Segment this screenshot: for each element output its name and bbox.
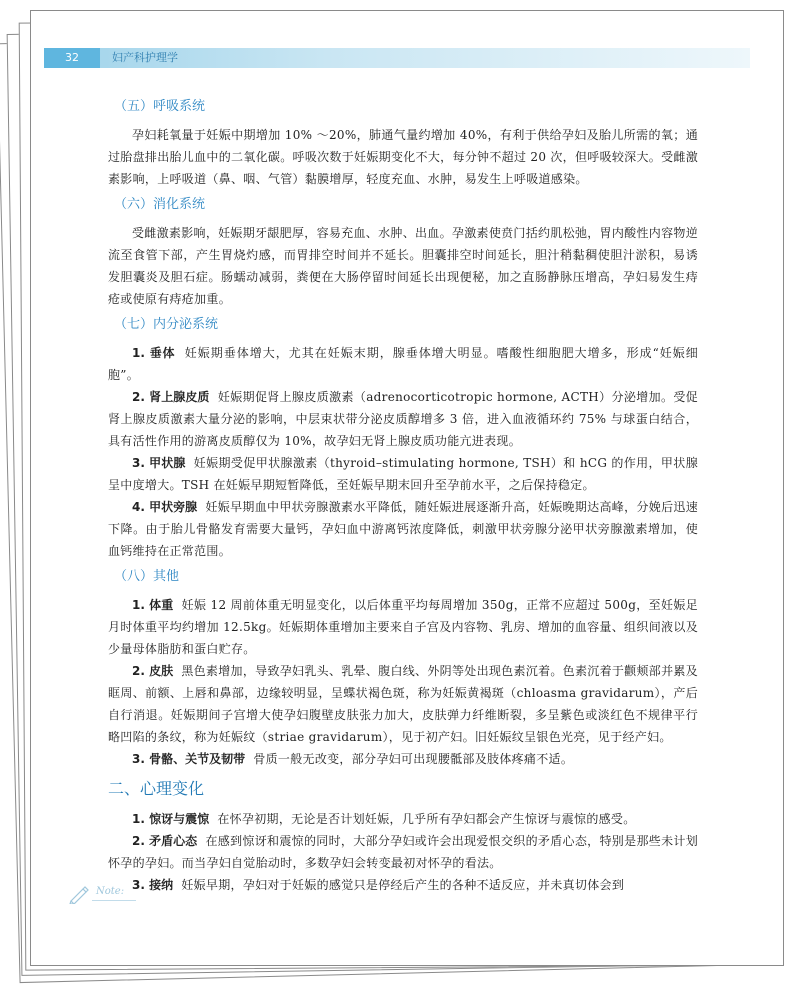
- item-text: 妊娠期垂体增大，尤其在妊娠末期，腺垂体增大明显。嗜酸性细胞肥大增多，形成“妊娠细胞”。: [108, 346, 698, 382]
- item-term: 4. 甲状旁腺: [132, 500, 198, 514]
- item-term: 1. 体重: [132, 598, 174, 612]
- item-text: 妊娠期促肾上腺皮质激素（adrenocorticotropic hormone, ACTH）分泌增加。受促肾上腺皮质激素大量分泌的影响，中层束状带分泌皮质醇增多 3 倍，进入血液循环约 75% 与球蛋白结合，具有活性作用的游离皮质醇仅为 10%，故孕妇无肾上腺皮质功能亢进表现。: [108, 390, 698, 448]
- running-title: 妇产科护理学: [112, 51, 178, 64]
- item-term: 3. 接纳: [132, 878, 174, 892]
- section-heading-other: （八）其他: [114, 569, 180, 584]
- item-text: 黑色素增加，导致孕妇乳头、乳晕、腹白线、外阴等处出现色素沉着。色素沉着于颧颊部并累及眶周、前额、上唇和鼻部，边缘较明显，呈蝶状褐色斑，称为妊娠黄褐斑（chloasma gravidarum），产后自行消退。妊娠期间子宫增大使孕妇腹壁皮肤张力加大，皮肤弹力纤维断裂，多呈紫色或淡红色不规律平行略凹陷的条纹，称为妊娠纹（striae gravidarum），见于初产妇。旧妊娠纹呈银色光亮，见于经产妇。: [108, 664, 698, 744]
- list-item: [108, 342, 698, 386]
- item-term: 2. 肾上腺皮质: [132, 390, 210, 404]
- item-text: 妊娠早期血中甲状旁腺激素水平降低，随妊娠进展逐渐升高，妊娠晚期达高峰，分娩后迅速下降。由于胎儿骨骼发育需要大量钙，孕妇血中游离钙浓度降低，刺激甲状旁腺分泌甲状旁腺激素增加，使血钙维持在正常范围。: [108, 500, 698, 558]
- chapter-heading-psychological: 二、心理变化: [108, 779, 205, 798]
- item-text: 妊娠期受促甲状腺激素（thyroid–stimulating hormone, TSH）和 hCG 的作用，甲状腺呈中度增大。TSH 在妊娠早期短暂降低，至妊娠早期末回升至孕前水平，之后保持稳定。: [108, 456, 698, 492]
- item-text: 妊娠早期，孕妇对于妊娠的感觉只是停经后产生的各种不适反应，并未真切体会到: [181, 878, 625, 892]
- item-text: 骨质一般无改变，部分孕妇可出现腰骶部及肢体疼痛不适。: [253, 752, 574, 766]
- list-item: [108, 874, 698, 896]
- item-term: 3. 甲状腺: [132, 456, 186, 470]
- pencil-icon: [68, 884, 90, 904]
- item-text: 在怀孕初期，无论是否计划妊娠，几乎所有孕妇都会产生惊讶与震惊的感受。: [217, 812, 636, 826]
- list-item: [108, 748, 698, 770]
- section-heading-respiratory: （五）呼吸系统: [114, 99, 206, 114]
- paragraph: 受雌激素影响，妊娠期牙龈肥厚，容易充血、水肿、出血。孕激素使贲门括约肌松弛，胃内酸性内容物逆流至食管下部，产生胃烧灼感，而胃排空时间并不延长。胆囊排空时间延长，胆汁稍黏稠使胆汁淤积，易诱发胆囊炎及胆石症。肠蠕动减弱，粪便在大肠停留时间延长出现便秘，加之直肠静脉压增高，孕妇易发生痔疮或使原有痔疮加重。: [108, 226, 698, 306]
- paragraph: 孕妇耗氧量于妊娠中期增加 10% ～20%，肺通气量约增加 40%，有利于供给孕妇及胎儿所需的氧；通过胎盘排出胎儿血中的二氧化碳。呼吸次数于妊娠期变化不大，每分钟不超过 20 次，但呼吸较深大。受雌激素影响，上呼吸道（鼻、咽、气管）黏膜增厚，轻度充血、水肿，易发生上呼吸道感染。: [108, 128, 698, 186]
- item-term: 2. 皮肤: [132, 664, 174, 678]
- item-text: 妊娠 12 周前体重无明显变化，以后体重平均每周增加 350g，正常不应超过 500g，至妊娠足月时体重平均约增加 12.5kg。妊娠期体重增加主要来自子宫及内容物、乳房、增加的血容量、组织间液以及少量母体脂肪和蛋白贮存。: [108, 598, 698, 656]
- item-term: 1. 垂体: [132, 346, 176, 360]
- list-item: [108, 660, 698, 748]
- item-term: 3. 骨骼、关节及韧带: [132, 752, 246, 766]
- page-content: [108, 92, 698, 896]
- section-heading-digestive: （六）消化系统: [114, 197, 206, 212]
- list-item: [108, 594, 698, 660]
- item-term: 1. 惊讶与震惊: [132, 812, 210, 826]
- list-item: [108, 386, 698, 452]
- section-heading-endocrine: （七）内分泌系统: [114, 317, 219, 332]
- item-term: 2. 矛盾心态: [132, 834, 198, 848]
- note-label: Note:: [96, 886, 125, 897]
- list-item: [108, 496, 698, 562]
- list-item: [108, 808, 698, 830]
- page-number: 32: [44, 48, 100, 68]
- note-line: [92, 900, 136, 901]
- item-text: 在感到惊讶和震惊的同时，大部分孕妇或许会出现爱恨交织的矛盾心态，特别是那些未计划怀孕的孕妇。而当孕妇自觉胎动时，多数孕妇会转变最初对怀孕的看法。: [108, 834, 698, 870]
- note-margin: [68, 884, 136, 904]
- list-item: [108, 830, 698, 874]
- list-item: [108, 452, 698, 496]
